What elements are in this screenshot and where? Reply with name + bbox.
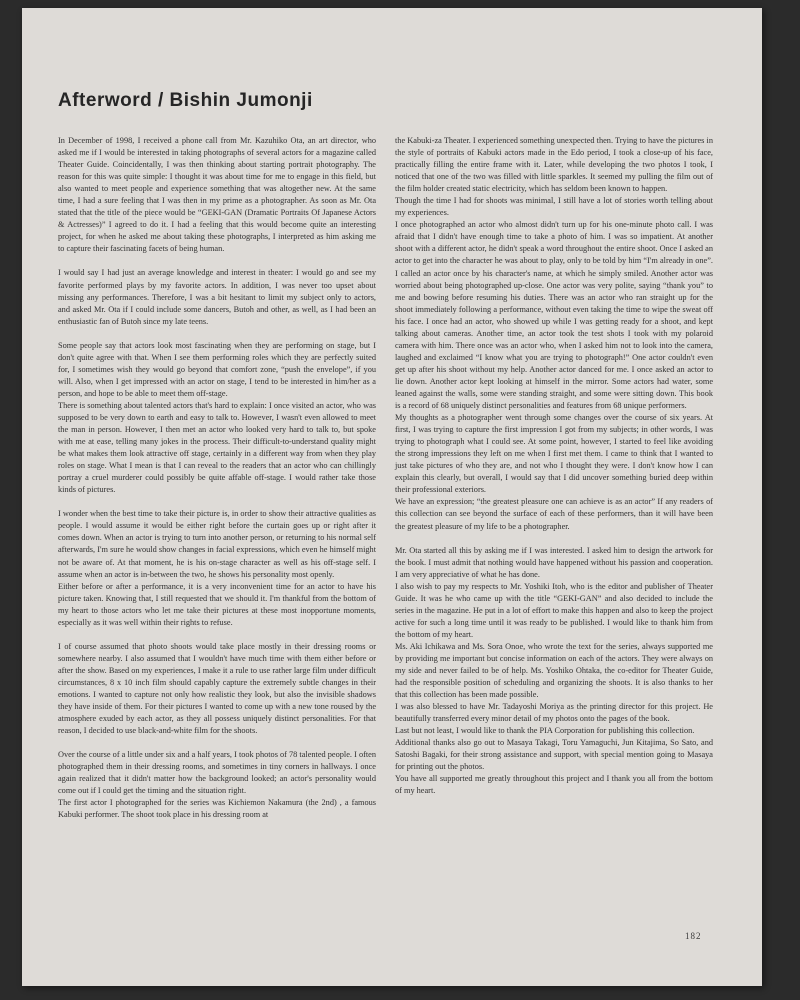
paragraph: I once photographed an actor who almost didn't turn up for his one-minute photo call. I was afraid that I didn't have enough time to take a photo of him. I was so impatient. At another shoot with a different actor, he didn't speak a word throughout the entire shoot. Once I asked an actor to get into the character he was about to play, only to be told by him “I'm already in one”. I called an actor once by his character's name, at which he simply smiled. Another actor was worried about being photographed up-close. One actor was very polite, saying “thank you” to me and bowing before resuming his duties. There was an actor who ran straight up for the shoot immediately following a performance, without even taking the time to wipe the sweat off his face. I once had an actor, who showed up while I was getting ready for a shoot, and kept talking about cameras. Another time, an actor took the test shots I took with my polaroid camera with him. There once was an actor who, when I asked him not to look into the camera, laughed and exclaimed “I know what you are trying to photograph!” One actor couldn't even get up after his shoot without my help. Another actor danced for me. I once asked an actor to lie down. Another actor kept looking at himself in the mirror. Some actors had water, some leaned against the walls, some were standing straight, and some were sitting down. This book is a record of 68 uniquely distinct personalities and features from 68 unique performers.: [395, 220, 713, 411]
paragraph: Either before or after a performance, it is a very inconvenient time for an actor to have his picture taken. Knowing that, I still requested that we should it. I'm thankful from the bottom of my heart to those actors who let me take their pictures at these most inopportune moments, especially as it was well within their rights to refuse.: [58, 581, 376, 627]
right-column: [395, 135, 713, 798]
page-title: Afterword / Bishin Jumonji: [58, 90, 313, 111]
paragraph: Though the time I had for shoots was minimal, I still have a lot of stories worth telling about my experiences.: [395, 196, 713, 218]
paragraph: I was also blessed to have Mr. Tadayoshi Moriya as the printing director for this project. He beautifully transferred every minor detail of my photos onto the pages of the book.: [395, 702, 713, 724]
paragraph: I wonder when the best time to take their picture is, in order to show their attractive qualities as people. I would assume it would be either right before the curtain goes up or right after it comes down. When an actor is trying to turn into another person, or returning to his normal self afterwards, I'm sure he would show changes in facial expressions, which even he himself might not be aware of. At that moment, he is his on-stage character as well as his off-stage self. I assume when an actor is in-between the two, he shows his personality most openly.: [58, 509, 376, 579]
paragraph: Last but not least, I would like to thank the PIA Corporation for publishing this collection.: [395, 726, 695, 736]
paragraph: We have an expression; “the greatest pleasure one can achieve is as an actor” If any readers of this collection can see beyond the surface of each of these performers, than it will have been the greatest pleasure of my life to be a photographer.: [395, 497, 713, 531]
paragraph: I of course assumed that photo shoots would take place mostly in their dressing rooms or somewhere nearby. I also assumed that I wouldn't have much time with them either before or after the show. Based on my experiences, I make it a rule to use rather large film under difficult circumstances, 8 x 10 inch film should capably capture the extremely subtle changes in their emotions. I wanted to capture not only how realistic they look, but also the invisible shadows they have inside of them. For their pictures I wanted to come up with a new tone roused by the atmosphere exuded by each actor, as they all possess uniquely distinct personalities. For that reason, I decided to use black-and-white film for the shoots.: [58, 641, 376, 736]
paragraph: the Kabuki-za Theater. I experienced something unexpected then. Trying to have the pictures in the style of portraits of Kabuki actors made in the Edo period, I took a close-up of his face, practically filling the entire frame with it. Later, while developing the two photos I took, I noticed that one of the two was filled with little sparkles. It seemed my pulling the film out of the film holder created static electricity, which has seldom been known to happen.: [395, 136, 713, 194]
paragraph: My thoughts as a photographer went through some changes over the course of six years. At first, I was trying to capture the first impression I got from my subjects; in other words, I was trying to photograph what I could see. At some point, however, I started to feel like avoiding the strong impressions they left on me when I first met them. I came to think that I wanted to just take pictures of who they are, and not who I thought they were. I don't know how I can explain this clearly, but overall, I would say that I did uncover something buried deep within their professional exteriors.: [395, 413, 713, 495]
paragraph: Over the course of a little under six and a half years, I took photos of 78 talented people. I often photographed them in their dressing rooms, and sometimes in tiny corners in hallways. I once again realized that it didn't matter how the background looked; an actor's personality would come out if I could get the timing and the situation right.: [58, 750, 376, 796]
paragraph: In December of 1998, I received a phone call from Mr. Kazuhiko Ota, an art director, who asked me if I would be interested in taking photographs of several actors for a magazine called Theater Guide. Coincidentally, I was then thinking about starting portrait photography. The reason for this was quite simple: I thought it was about time for me to engage in this field, but also wanted to meet people and experience something that was altogether new. At the same time, I had a sure feeling that I was then in my prime as a photographer. As soon as Mr. Ota stated that the title of the piece would be “GEKI-GAN (Dramatic Portraits Of Japanese Actors & Actresses)” I agreed to do it. I had a feeling that this would become quite an interesting project, for when he asked me about taking these photographs, I interpreted as him asking me to capture their fascinating facets of being human.: [58, 136, 376, 254]
page-number: 182: [685, 931, 702, 941]
paragraph: Ms. Aki Ichikawa and Ms. Sora Onoe, who wrote the text for the series, always supported me by providing me important but concise information on each of the actors. They were always on my side and never failed to be of help. Ms. Yoshiko Ohtaka, the co-editor for Theater Guide, had the responsible position of scheduling and organizing the shoots. It is also thanks to her that this collection has been made possible.: [395, 641, 713, 700]
paragraph: Some people say that actors look most fascinating when they are performing on stage, but I don't quite agree with that. When I see them performing roles which they are perfectly suited for, I sometimes wish they would go beyond that comfort zone, “push the envelope”, if you will. Also, when I get impressed with an actor on stage, I tend to be interested in him/her as a person, and hope to be able to meet them off-stage.: [58, 340, 376, 398]
book-page: [22, 8, 762, 986]
paragraph: You have all supported me greatly throughout this project and I thank you all from the bottom of my heart.: [395, 774, 713, 796]
left-column: [58, 135, 376, 821]
paragraph: Mr. Ota started all this by asking me if I was interested. I asked him to design the artwork for the book. I must admit that nothing would have happened without his passion and cooperation. I am very appreciative of what he has done.: [395, 545, 713, 579]
paragraph: I also wish to pay my respects to Mr. Yoshiki Itoh, who is the editor and publisher of Theater Guide. It was he who came up with the title “GEKI-GAN” and also decided to include the series in the magazine. He put in a lot of effort to make this happen and also to keep the project active for such a long time until it was ready to be published. I would like to thank him from the bottom of my heart.: [395, 581, 713, 639]
paragraph: The first actor I photographed for the series was Kichiemon Nakamura (the 2nd) , a famous Kabuki performer. The shoot took place in his dressing room at: [58, 798, 376, 820]
paragraph: There is something about talented actors that's hard to explain: I once visited an actor, who was supposed to be very down to earth and easy to talk to. However, I wasn't even allowed to meet the man in person. However, I then met an actor who looked very hard to talk to, but spoke with me at ease, telling many jokes in the process. Their difficult-to-understand quality might be what makes them look attractive off stage, certainly in a different way from when they play roles on stage. What I mean is that I can reveal to the readers that an actor who can chillingly portray a cruel murderer could possibly be quite affable off-stage. I would rather take those kinds of pictures.: [58, 400, 376, 495]
paragraph: I would say I had just an average knowledge and interest in theater: I would go and see my favorite performed plays by my favorite actors. In addition, I was never too upset about missing any performances. Therefore, I was a bit hesitant to limit my subject only to actors, and asked Mr. Ota if I could include some dancers, Butoh and other, as well, as I had been an enthusiastic fan of Butoh since my late teens.: [58, 268, 376, 326]
paragraph: Additional thanks also go out to Masaya Takagi, Toru Yamaguchi, Jun Kitajima, So Sato, and Satoshi Bagaki, for their strong assistance and support, with special mention going to Masaya for printing out the photos.: [395, 738, 713, 772]
